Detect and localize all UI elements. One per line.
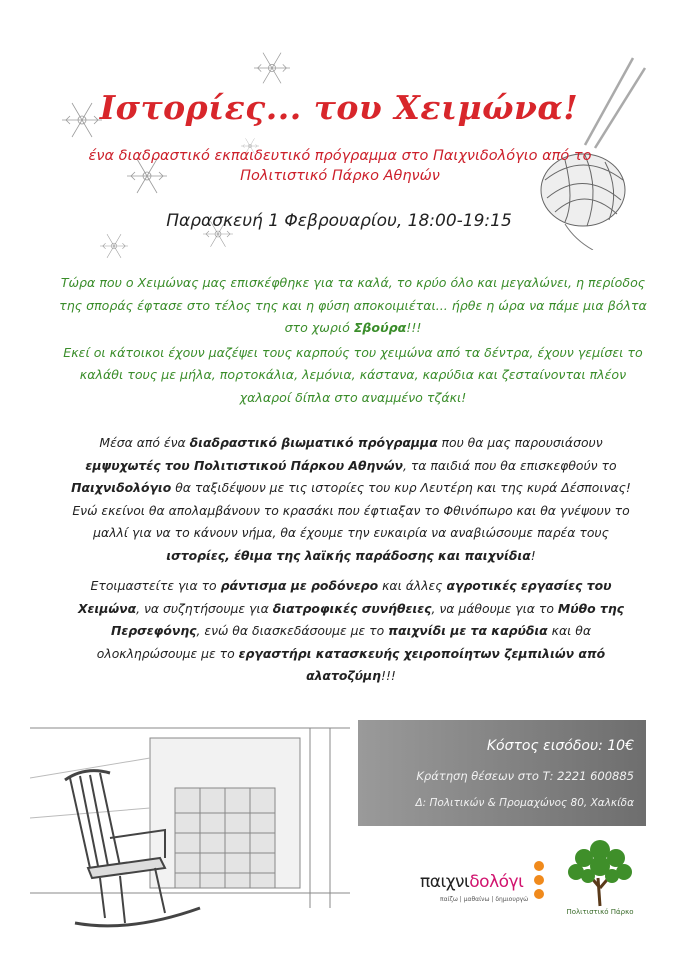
logo-tagline: παίζω | μαθαίνω | δημιουργώ [440,896,529,903]
text: !!! [381,668,396,683]
snowflake-icon [254,53,290,84]
rocking-chair-sketch [30,718,350,943]
intro-paragraph-1 [58,272,648,340]
text: , ενώ θα διασκεδάσουμε με το [196,623,389,638]
text-bold: διαδραστικό βιωματικό πρόγραμμα [189,435,438,450]
body-paragraph-2 [62,575,640,688]
main-description [62,432,640,696]
text-bold: Μύθο της Περσεφόνης [111,600,625,638]
intro-text-end: !!! [406,320,422,335]
intro-paragraph-2: Εκεί οι κάτοικοι έχουν μαζέψει τους καρπούς του χειμώνα από τα δέντρα, έχουν γεμίσει το καλάθι τους με μήλα, πορτοκάλια, λεμόνια, κάστανα, καρύδια και ζεσταίνονται πλέον χαλαροί δίπλα στο αναμμένο τζάκι! [63,344,643,405]
intro-section [58,272,648,409]
text: , να μάθουμε για το [431,600,558,616]
intro-text: Τώρα που ο Χειμώνας μας επισκέφθηκε για τα καλά, το κρύο όλο και μεγαλώνει, η περίοδος της σποράς έφτασε στο τέλος της και η φύση αποκοιμιέται... ήρθε η ώρα να πάμε μια βόλτα στο χωριό [59,275,647,335]
text: και θα ολοκληρώσουμε με το [96,623,591,661]
park-caption: Πολιτιστικό Πάρκο [566,908,634,916]
logo-wordmark-part: δολόγι [469,872,524,892]
logo-wordmark [420,872,523,892]
text-bold: ράντισμα με ροδόνερο [220,578,379,593]
text: και άλλες [378,578,447,593]
text: ! [530,547,536,563]
text: Ετοιμαστείτε για το [90,578,221,593]
text-bold: εργαστήρι κατασκευής χειροποίητων ζεμπιλιών από αλατοζύμη [238,645,606,683]
orange-dots-icon [532,860,546,902]
village-name: Σβούρα [353,320,407,335]
paixnidologio-logo [420,854,546,904]
text: θα ταξιδέψουν με τις ιστορίες του κυρ Λευτέρη και της κυρά Δέσποινας! Ενώ εκείνοι θα απολαμβάνουν το κρασάκι που έφτιαξαν το Φθινόπωρο και θα γνέψουν το μαλλί για να το κάνουν νήμα, θα έχουμε την ευκαιρία να αναβιώσουμε παρέα τους [72,480,631,540]
event-date: Παρασκευή 1 Φεβρουαρίου, 18:00-19:15 [166,211,512,231]
cultural-park-logo [554,838,646,922]
page-title: Ιστορίες... του Χειμώνα! [99,88,579,127]
entry-fee: Κόστος εισόδου: 10€ [486,738,634,754]
body-paragraph-1 [62,432,640,567]
text-bold: ιστορίες, έθιμα της λαϊκής παράδοσης και παιχνίδια [166,547,531,563]
text-bold: εμψυχωτές του Πολιτιστικού Πάρκου Αθηνών [85,457,403,473]
snowflake-icon [100,234,128,258]
info-box [358,720,646,826]
reservation-phone: Κράτηση θέσεων στο Τ: 2221 600885 [416,769,634,783]
text-bold: Παιχνιδολόγιο [71,480,172,495]
text: Μέσα από ένα [99,435,190,450]
page-subtitle: ένα διαδραστικό εκπαιδευτικό πρόγραμμα στο Παιχνιδολόγιο από το Πολιτιστικό Πάρκο Αθηνών [88,148,592,184]
text: , τα παιδιά που θα επισκεφθούν το [402,457,617,473]
text-bold: παιχνίδι με τα καρύδια [388,623,548,638]
address: Δ: Πολιτικών & Προμαχώνος 80, Χαλκίδα [415,797,634,809]
text-bold: αγροτικές εργασίες του Χειμώνα [77,578,612,616]
text: που θα μας παρουσιάσουν [437,435,603,450]
logo-wordmark-part: παιχνι [420,872,470,892]
text-bold: διατροφικές συνήθειες [272,600,432,616]
tree-icon [554,838,646,908]
text: , να συζητήσουμε για [136,600,273,616]
